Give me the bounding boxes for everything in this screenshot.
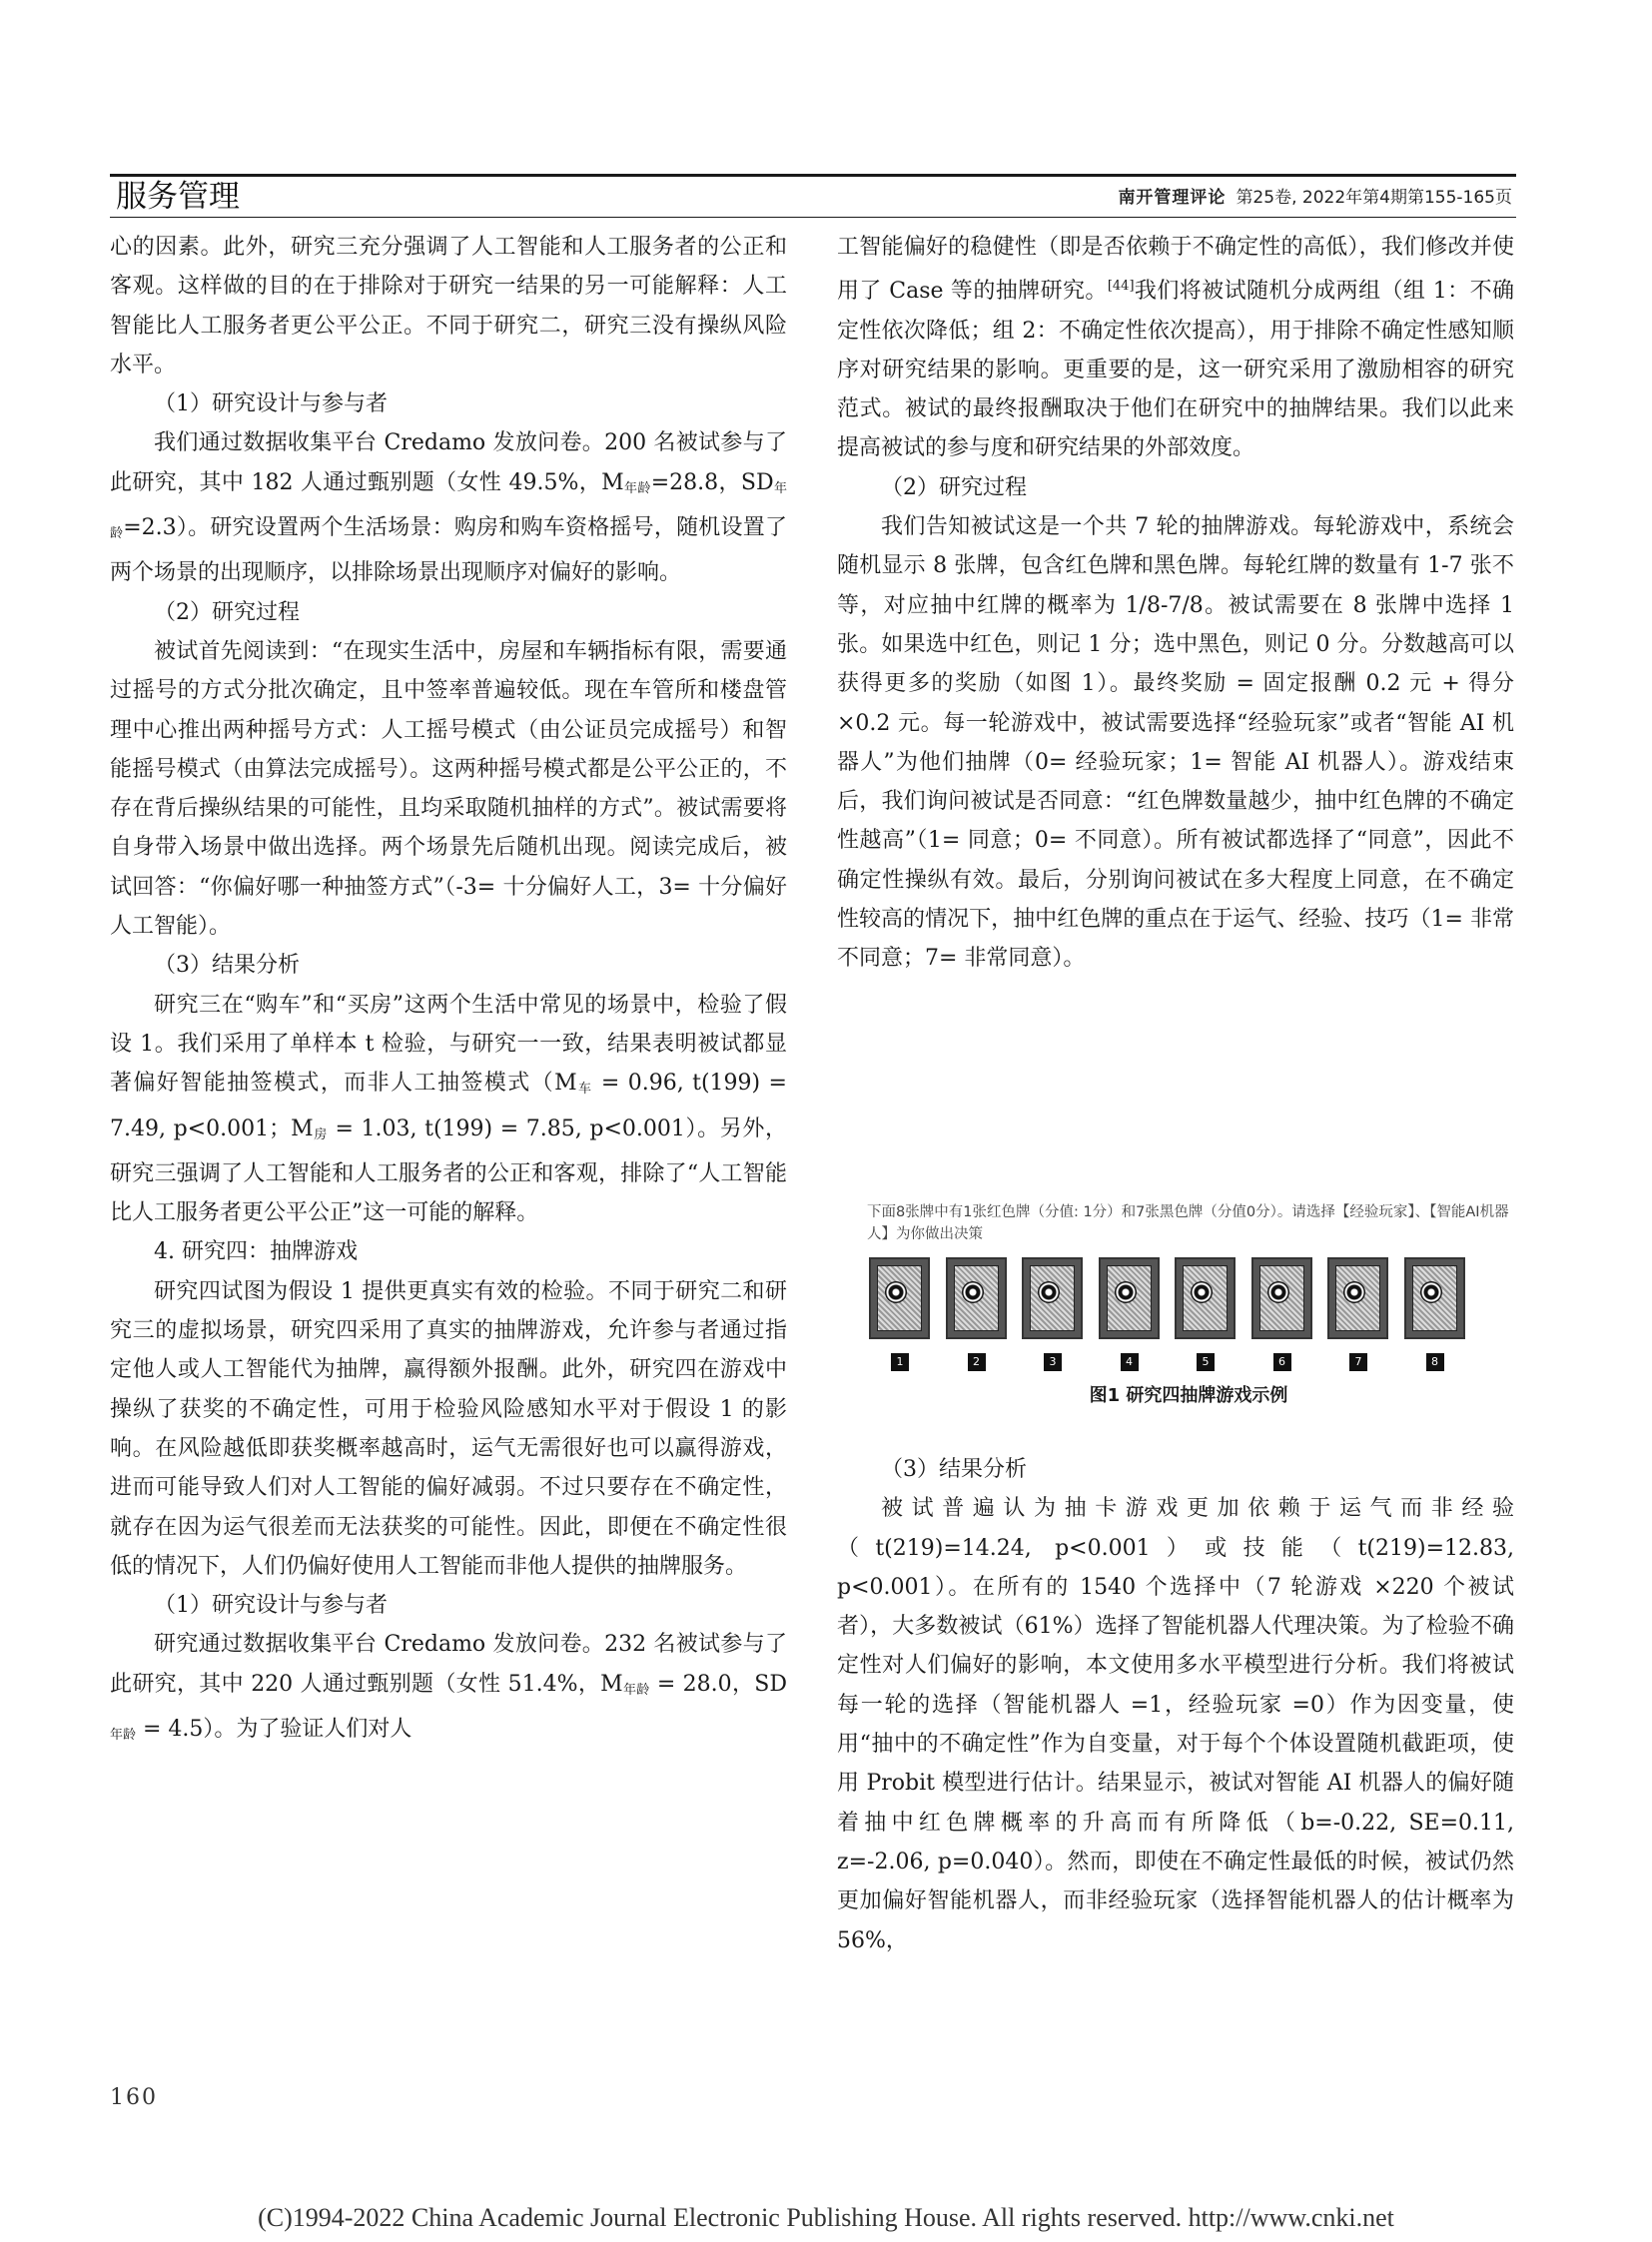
journal-info (1118, 187, 1512, 209)
subheading: （2）研究过程 (881, 474, 1027, 500)
paragraph: 被试首先阅读到：“在现实生活中，房屋和车辆指标有限，需要通过摇号的方式分批次确定，且中签率普遍较低。现在车管所和楼盘管理中心推出两种摇号方式：人工摇号模式（由公证员完成摇号）和智能摇号模式（由算法完成摇号）。这两种摇号模式都是公平公正的，不存在背后操纵结果的可能性，且均采取随机抽样的方式”。被试需要将自身带入场景中做出选择。两个场景先后随机出现。阅读完成后，被试回答：“你偏好哪一种抽签方式”（-3= 十分偏好人工，3= 十分偏好人工智能）。 (110, 638, 787, 940)
card-number: 3 (1044, 1353, 1062, 1371)
page-number: 160 (110, 2085, 158, 2110)
playing-card (946, 1257, 1007, 1339)
subheading: （1）研究设计与参与者 (154, 391, 388, 417)
card-number: 1 (891, 1353, 909, 1371)
paragraph: 研究通过数据收集平台 Credamo 发放问卷。232 名被试参与了此研究，其中 220 人通过甄别题（女性 51.4%，$M_{年龄} = 28.0$，$SD_{年龄} = 4.5$）。为了验证人们对人 (110, 1632, 787, 1743)
paragraph: 被试普遍认为抽卡游戏更加依赖于运气而非经验（t(219)=14.24, p<0.001）或技能（t(219)=12.83, p<0.001）。在所有的 1540 个选择中（7 轮游戏 ×220 个被试者），大多数被试（61%）选择了智能机器人代理决策。为了检验不确定性对人们偏好的影响，本文使用多水平模型进行分析。我们将被试每一轮的选择（智能机器人 =1，经验玩家 =0）作为因变量，使用“抽中的不确定性”作为自变量，对于每个个体设置随机截距项，使用 Probit 模型进行估计。结果显示，被试对智能 AI 机器人的偏好随着抽中红色牌概率的升高而有所降低（b=-0.22, SE=0.11, z=-2.06, p=0.040）。然而，即使在不确定性最低的时候，被试仍然更加偏好智能机器人，而非经验玩家（选择智能机器人的估计概率为 56%， (837, 1496, 1514, 1953)
paragraph: 我们通过数据收集平台 Credamo 发放问卷。200 名被试参与了此研究，其中 182 人通过甄别题（女性 49.5%，$M_{年龄}=28.8$，$SD_{年龄}=2.3$）。研究设置两个生活场景：购房和购车资格摇号，随机设置了两个场景的出现顺序，以排除场景出现顺序对偏好的影响。 (110, 430, 787, 586)
figure-caption: 图1 研究四抽牌游戏示例 (1089, 1385, 1288, 1406)
card-number: 6 (1273, 1353, 1291, 1371)
playing-card (1175, 1257, 1236, 1339)
playing-card (1251, 1257, 1312, 1339)
left-column (110, 228, 787, 1755)
subheading: （3）结果分析 (881, 1457, 1027, 1482)
playing-card (1099, 1257, 1160, 1339)
journal-name: 南开管理评论 (1118, 188, 1227, 208)
card-number: 2 (968, 1353, 986, 1371)
paragraph: 心的因素。此外，研究三充分强调了人工智能和人工服务者的公正和客观。这样做的目的在于排除对于研究一结果的另一可能解释：人工智能比人工服务者更公平公正。不同于研究二，研究三没有操纵风险水平。 (110, 235, 787, 377)
citation: [44] (1107, 279, 1135, 295)
section-title: 服务管理 (116, 179, 240, 215)
card-number: 8 (1426, 1353, 1444, 1371)
section-heading: 4. 研究四：抽牌游戏 (154, 1239, 358, 1265)
paragraph: 研究三在“购车”和“买房”这两个生活中常见的场景中，检验了假设 1。我们采用了单样本 t 检验，与研究一一致，结果表明被试都显著偏好智能抽签模式，而非人工抽签模式（$M_车 = 0.96$, t(199) = 7.49, p<0.001；$M_房 = 1.03$, t(199) = 7.85, p<0.001）。另外，研究三强调了人工智能和人工服务者的公正和客观，排除了“人工智能比人工服务者更公平公正”这一可能的解释。 (110, 992, 787, 1226)
paragraph: 我们告知被试这是一个共 7 轮的抽牌游戏。每轮游戏中，系统会随机显示 8 张牌，包含红色牌和黑色牌。每轮红牌的数量有 1-7 张不等，对应抽中红牌的概率为 1/8-7/8。被试需要在 8 张牌中选择 1 张。如果选中红色，则记 1 分；选中黑色，则记 0 分。分数越高可以获得更多的奖励（如图 1）。最终奖励 = 固定报酬 0.2 元 + 得分 ×0.2 元。每一轮游戏中，被试需要选择“经验玩家”或者“智能 AI 机器人”为他们抽牌（0= 经验玩家；1= 智能 AI 机器人）。游戏结束后，我们询问被试是否同意：“红色牌数量越少，抽中红色牌的不确定性越高”（1= 同意；0= 不同意）。所有被试都选择了“同意”，因此不确定性操纵有效。最后，分别询问被试在多大程度上同意，在不确定性较高的情况下，抽中红色牌的重点在于运气、经验、技巧（1= 非常不同意；7= 非常同意）。 (837, 514, 1514, 972)
playing-card (1022, 1257, 1083, 1339)
card-number: 5 (1197, 1353, 1215, 1371)
subheading: （2）研究过程 (154, 599, 300, 625)
playing-card (1327, 1257, 1388, 1339)
figure-1 (859, 1201, 1518, 1407)
paragraph: 工智能偏好的稳健性（即是否依赖于不确定性的高低），我们修改并使用了 Case 等的抽牌研究。[44]我们将被试随机分成两组（组 1：不确定性依次降低；组 2：不确定性依次提高），用于排除不确定性感知顺序对研究结果的影响。更重要的是，这一研究采用了激励相容的研究范式。被试的最终报酬取决于他们在研究中的抽牌结果。我们以此来提高被试的参与度和研究结果的外部效度。 (837, 235, 1514, 461)
right-column-lower (837, 1450, 1514, 1960)
right-column (837, 228, 1514, 979)
card-number: 4 (1121, 1353, 1139, 1371)
subheading: （3）结果分析 (154, 953, 300, 979)
paragraph: 研究四试图为假设 1 提供更真实有效的检验。不同于研究二和研究三的虚拟场景，研究四采用了真实的抽牌游戏，允许参与者通过指定他人或人工智能代为抽牌，赢得额外报酬。此外，研究四在游戏中操纵了获奖的不确定性，可用于检验风险感知水平对于假设 1 的影响。在风险越低即获奖概率越高时，运气无需很好也可以赢得游戏，进而可能导致人们对人工智能的偏好减弱。不过只要存在不确定性，就存在因为运气很差而无法获奖的可能性。因此，即便在不确定性很低的情况下，人们仍偏好使用人工智能而非他人提供的抽牌服务。 (110, 1278, 787, 1579)
playing-card (869, 1257, 930, 1339)
copyright-footer: (C)1994-2022 China Academic Journal Electronic Publishing House. All rights reserved. http://www.cnki.net (258, 2203, 1394, 2232)
issue-info: 第25卷, 2022年第4期第155-165页 (1236, 188, 1512, 208)
card-row (859, 1257, 1518, 1377)
card-number: 7 (1349, 1353, 1367, 1371)
playing-card (1404, 1257, 1465, 1339)
running-header (110, 174, 1516, 218)
figure-instruction: 下面8张牌中有1张红色牌（分值: 1分）和7张黑色牌（分值0分）。请选择【经验玩家】、【智能AI机器人】为你做出决策 (867, 1204, 1509, 1242)
subheading: （1）研究设计与参与者 (154, 1593, 388, 1619)
